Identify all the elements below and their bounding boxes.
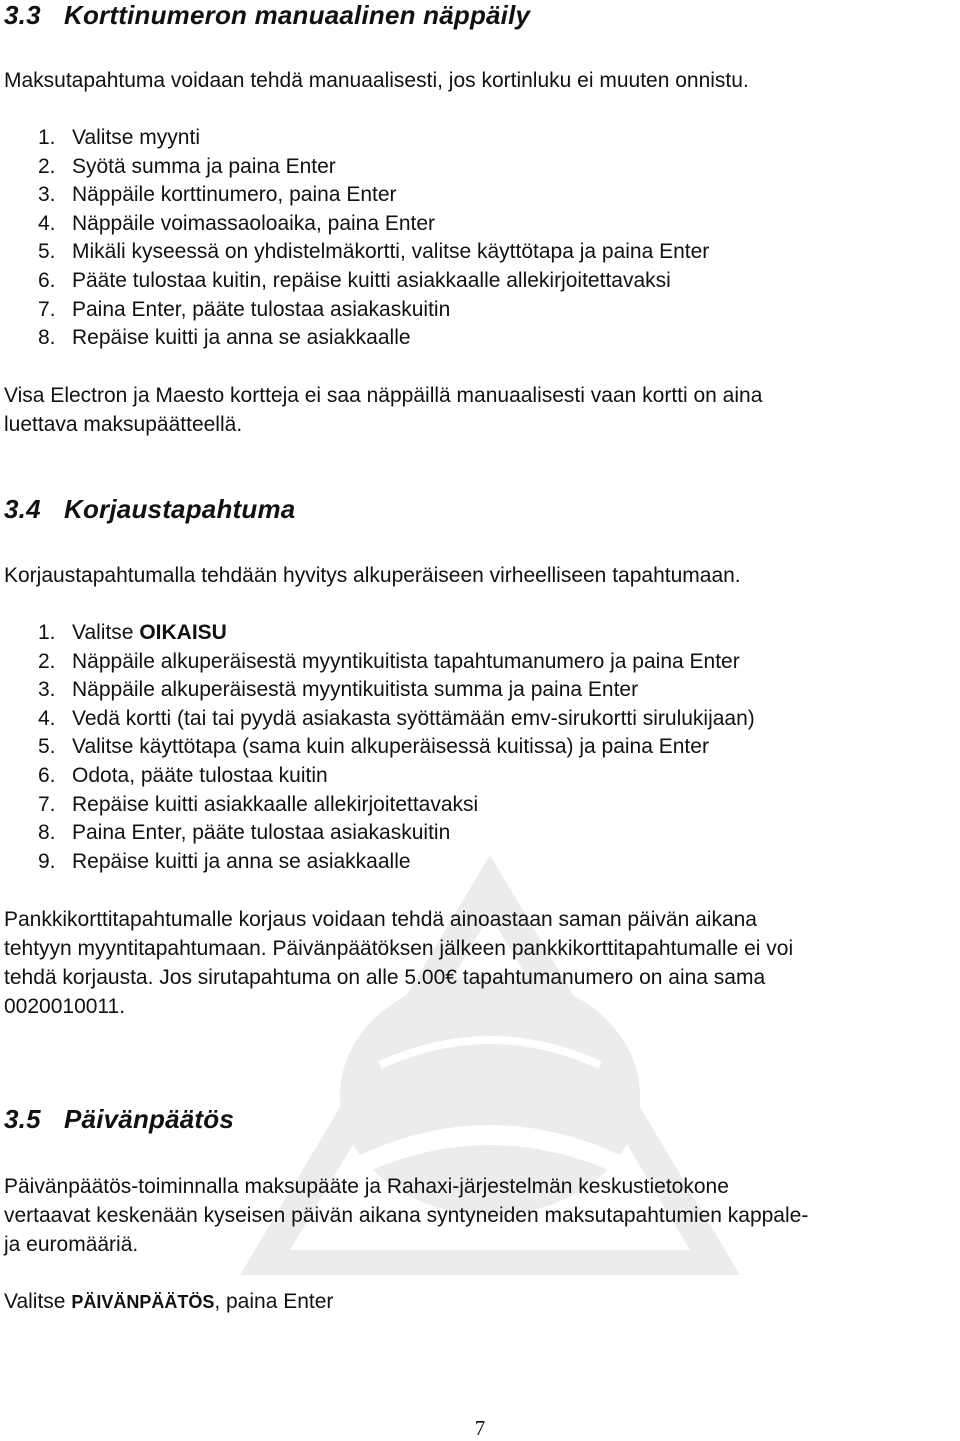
section-heading-3-4 — [4, 494, 295, 525]
instruction-suffix: , paina Enter — [214, 1290, 334, 1313]
note-paragraph-line: tehtyyn myyntitapahtumaan. Päivänpäätöksen jälkeen pankkikorttitapahtumalle ei voi — [4, 937, 794, 960]
step-text: Repäise kuitti ja anna se asiakkaalle — [72, 326, 411, 350]
step-number: 3. — [38, 183, 56, 207]
step-number: 3. — [38, 678, 56, 702]
instruction-prefix: Valitse — [4, 1290, 72, 1313]
step-number: 2. — [38, 154, 56, 178]
list-item — [38, 124, 709, 153]
section-number: 3.5 — [4, 1104, 41, 1134]
intro-paragraph: Korjaustapahtumalla tehdään hyvitys alkuperäiseen virheelliseen tapahtumaan. — [4, 564, 741, 587]
step-text: Näppäile alkuperäisestä myyntikuitista tapahtumanumero ja paina Enter — [72, 649, 740, 673]
step-text: Mikäli kyseessä on yhdistelmäkortti, valitse käyttötapa ja paina Enter — [72, 240, 710, 264]
step-text: Vedä kortti (tai tai pyydä asiakasta syöttämään emv-sirukortti sirulukijaan) — [72, 706, 755, 730]
list-item — [38, 705, 755, 734]
note-paragraph-line: Pankkikorttitapahtumalle korjaus voidaan tehdä ainoastaan saman päivän aikana — [4, 908, 757, 931]
intro-paragraph: Maksutapahtuma voidaan tehdä manuaalisesti, jos kortinluku ei muuten onnistu. — [4, 69, 749, 92]
list-item — [38, 762, 755, 791]
list-item — [38, 619, 755, 648]
step-text: Näppäile voimassaoloaika, paina Enter — [72, 211, 436, 235]
step-number: 1. — [38, 126, 56, 149]
step-text: Paina Enter, pääte tulostaa asiakaskuitin — [72, 821, 451, 845]
step-number: 8. — [38, 821, 56, 845]
step-number: 4. — [38, 706, 56, 730]
step-text: Valitse myynti — [72, 126, 200, 149]
step-text: Pääte tulostaa kuitin, repäise kuitti asiakkaalle allekirjoitettavaksi — [72, 268, 671, 292]
list-item — [38, 238, 709, 267]
step-number: 2. — [38, 649, 56, 673]
step-number: 4. — [38, 211, 56, 235]
step-number: 7. — [38, 792, 56, 816]
command-name: OIKAISU — [139, 621, 227, 644]
note-paragraph-line: Visa Electron ja Maesto kortteja ei saa näppäillä manuaalisesti vaan kortti on aina — [4, 384, 763, 407]
list-item — [38, 648, 755, 677]
step-number: 1. — [38, 621, 56, 644]
list-item — [38, 267, 709, 296]
steps-list-3-3 — [38, 124, 709, 353]
step-text: Paina Enter, pääte tulostaa asiakaskuitin — [72, 297, 451, 321]
section-title: Päivänpäätös — [64, 1104, 235, 1134]
page-number: 7 — [474, 1416, 486, 1440]
command-name: PÄIVÄNPÄÄTÖS — [71, 1292, 215, 1312]
list-item — [38, 848, 755, 877]
paragraph-line: Päivänpäätös-toiminnalla maksupääte ja Rahaxi-järjestelmän keskustietokone — [4, 1175, 729, 1198]
section-heading-3-5 — [4, 1104, 234, 1135]
section-title: Korttinumeron manuaalinen näppäily — [64, 0, 531, 30]
note-paragraph-line: 0020010011. — [4, 995, 126, 1018]
list-item — [38, 324, 709, 353]
step-text: Näppäile alkuperäisestä myyntikuitista summa ja paina Enter — [72, 678, 639, 702]
step-text: Valitse käyttötapa (sama kuin alkuperäisessä kuitissa) ja paina Enter — [72, 735, 709, 759]
list-item — [38, 819, 755, 848]
step-text: Repäise kuitti ja anna se asiakkaalle — [72, 849, 411, 873]
step-number: 6. — [38, 763, 56, 787]
step-number: 9. — [38, 849, 56, 873]
step-text: Odota, pääte tulostaa kuitin — [72, 763, 328, 787]
list-item — [38, 153, 709, 182]
note-paragraph-line: tehdä korjausta. Jos sirutapahtuma on alle 5.00€ tapahtumanumero on aina sama — [4, 966, 766, 989]
list-item — [38, 791, 755, 820]
section-title: Korjaustapahtuma — [64, 494, 296, 524]
section-heading-3-3 — [4, 0, 530, 31]
step-text: Valitse — [72, 621, 140, 644]
section-number: 3.4 — [4, 494, 41, 524]
step-number: 7. — [38, 297, 56, 321]
list-item — [38, 296, 709, 325]
section-number: 3.3 — [4, 0, 41, 30]
paragraph-line: ja euromääriä. — [4, 1233, 139, 1256]
step-number: 5. — [38, 735, 56, 759]
list-item — [38, 733, 755, 762]
list-item — [38, 181, 709, 210]
step-number: 8. — [38, 326, 56, 350]
step-number: 5. — [38, 240, 56, 264]
step-text: Syötä summa ja paina Enter — [72, 154, 336, 178]
instruction-line — [4, 1287, 333, 1317]
list-item — [38, 210, 709, 239]
step-text: Näppäile korttinumero, paina Enter — [72, 183, 397, 207]
list-item — [38, 676, 755, 705]
step-number: 6. — [38, 268, 56, 292]
note-paragraph-line: luettava maksupäätteellä. — [4, 413, 243, 436]
steps-list-3-4 — [38, 619, 755, 876]
step-text: Repäise kuitti asiakkaalle allekirjoitettavaksi — [72, 792, 479, 816]
paragraph-line: vertaavat keskenään kyseisen päivän aikana syntyneiden maksutapahtumien kappale- — [4, 1204, 809, 1227]
